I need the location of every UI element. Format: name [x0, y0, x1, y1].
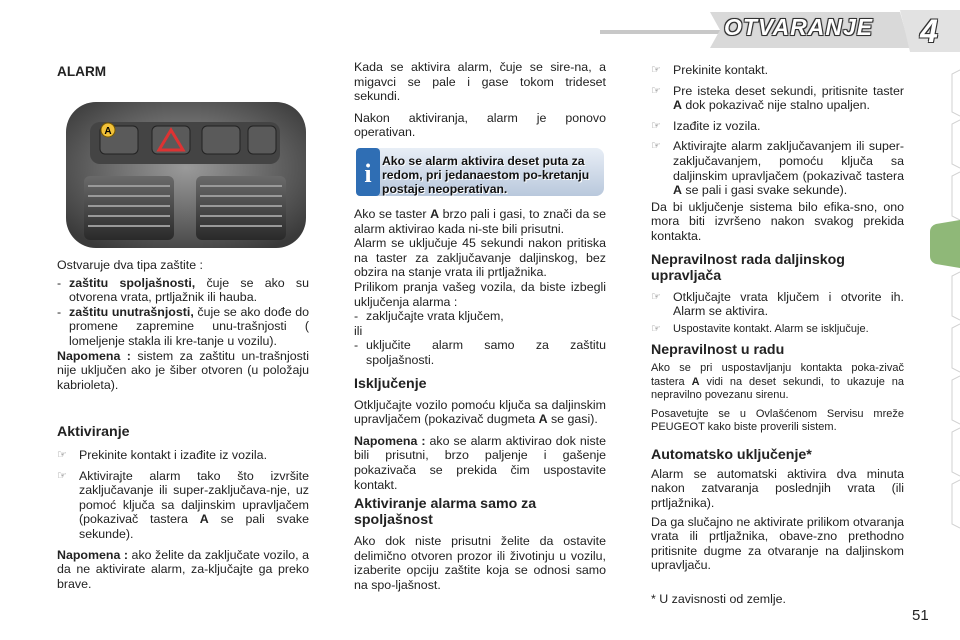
- avoid-activation-text: Da ga slučajno ne aktivirate prilikom otvaranja vrata ili prtljažnika, obave-zno prethodno pritisnite dugme za otvaranje na daljinskom upravljaču.: [651, 514, 904, 573]
- efficiency-text: Da bi uključenje sistema bilo efika-sno, ono mora biti izvršeno nakon svakog prekida kontakta.: [651, 199, 904, 243]
- info-icon: i: [364, 159, 372, 188]
- malfunction-heading: Nepravilnost u radu: [651, 342, 785, 359]
- chapter-number: 4: [920, 13, 938, 49]
- bullet-press-button-a: ☞ Pre isteka deset sekundi, pritisnite taster A dok pokazivač nije stalno upaljen.: [651, 83, 904, 113]
- remote-malfunction-heading: Nepravilnost rada daljinskog upravljača: [651, 251, 845, 284]
- exterior-only-text: Ako dok niste prisutni želite da ostavite delimično otvoren prozor ili životinju u vozilu, izaberite opciju zaštite koja se odnosi samo na spo-ljašnost.: [354, 534, 606, 592]
- pointing-hand-icon: ☞: [651, 119, 661, 132]
- pointing-hand-icon: ☞: [57, 449, 67, 461]
- car-wash-text: Prilikom pranja vašeg vozila, da biste izbegli uključenja alarma :: [354, 279, 606, 309]
- bullet-unlock-with-key: ☞ Otključajte vrata ključem i otvorite ih. Alarm se aktivira.: [651, 289, 904, 319]
- alarm-siren-text: Kada se aktivira alarm, čuje se sire-na, a migavci se pale i gase tokom trideset sekundi.: [354, 60, 606, 104]
- siren-fault-text: Ako se pri uspostavljanju kontakta poka-zivač tastera A vidi na deset sekundi, to ukazuje na nepravilno povezanu sirenu.: [651, 362, 904, 402]
- unlock-text: Otključajte vozilo pomoću ključa sa daljinskim upravljačem (pokazivač dugmeta A se gasi).: [354, 397, 606, 427]
- page-number: 51: [912, 607, 929, 624]
- pointing-hand-icon: ☞: [651, 64, 661, 76]
- pointing-hand-icon: ☞: [57, 469, 67, 482]
- pointing-hand-icon: ☞: [651, 322, 661, 335]
- protection-item-exterior: - zaštitu spoljašnosti, čuje se ako su otvorena vrata, prtljažnik ili hauba.: [57, 275, 310, 305]
- note-lock-without-alarm: Napomena : ako želite da zaključate vozilo, a da ne aktivirate alarm, za-ključajte ga preko brave.: [57, 547, 310, 591]
- pointing-hand-icon: ☞: [651, 290, 661, 303]
- footnote: * U zavisnosti od zemlje.: [651, 592, 786, 606]
- note-ignition-stop-blink: Napomena : ako se alarm aktivirao dok niste bili prisutni, brzo paljenje i gašenje pokazivača se prekida čim uspostavite kontakt.: [354, 433, 606, 492]
- pointing-hand-icon: ☞: [651, 84, 661, 97]
- alarm-intro: Ostvaruje dva tipa zaštite :: [57, 258, 204, 272]
- alarm-45-seconds-text: Alarm se uključuje 45 sekundi nakon pritiska na taster za zaključavanje daljinskog, bez obzira na stanje vrata ili prtljažnika.: [354, 236, 606, 280]
- exterior-only-heading: Aktiviranje alarma samo za spoljašnost: [354, 496, 537, 529]
- consult-dealer-text: Posavetujte se u Ovlašćenom Servisu mreže PEUGEOT kako biste proverili sistem.: [651, 407, 904, 434]
- car-wash-option-key: - zaključajte vrata ključem,: [354, 309, 504, 324]
- chapter-title: OTVARANJE: [724, 14, 874, 40]
- dashboard-alarm-button-photo: [62, 98, 310, 250]
- note-sunroof: Napomena : sistem za zaštitu un-trašnjosti nije uključen ako je šiber otvoren (u položaju kabrioleta).: [57, 348, 309, 392]
- pointing-hand-icon: ☞: [651, 140, 661, 153]
- iskljucenje-heading: Isključenje: [354, 375, 427, 392]
- or-text: ili: [354, 323, 363, 338]
- button-a-label: A: [104, 126, 112, 137]
- car-wash-option-exterior: - uključite alarm samo za zaštitu spoljašnosti.: [354, 338, 606, 367]
- aktiviranje-heading: Aktiviranje: [57, 424, 130, 440]
- bullet-stop-ignition: ☞ Prekinite kontakt.: [651, 63, 769, 77]
- chapter-tabs: [928, 60, 960, 620]
- alarm-heading: ALARM: [57, 64, 107, 79]
- bullet-ignition-alarm-off: ☞ Uspostavite kontakt. Alarm se isključuje.: [651, 322, 869, 335]
- active-chapter-tab: [930, 220, 960, 268]
- automatic-activation-heading: Automatsko uključenje*: [651, 446, 812, 463]
- bullet-exit-vehicle: ☞ Prekinite kontakt i izađite iz vozila.: [57, 448, 268, 462]
- bullet-lock-vehicle: ☞ Aktivirajte alarm zaključavanjem ili super-zaključavanjem, pomoću ključa sa daljinskim upravljačem (pokazivač tastera A se pali i gasi svake sekunde).: [651, 139, 904, 198]
- automatic-activation-text: Alarm se automatski aktivira dva minuta nakon zatvaranja poslednjih vrata (ili prtljažnika).: [651, 466, 904, 510]
- button-a-blinking-text: Ako se taster A brzo pali i gasi, to znači da se alarm aktivirao kada ni-ste bili prisutni.: [354, 207, 606, 236]
- info-note: Ako se alarm aktivira deset puta za redom, pri jedanaestom po-kretanju postaje neoperativan.: [382, 154, 590, 196]
- bullet-activate-alarm: ☞ Aktivirajte alarm tako što izvršite zaključavanje ili super-zaključava-nje, uz pomoć ključa sa daljinskim upravljačem (pokazivač tastera A se pali svake sekunde).: [57, 468, 309, 541]
- alarm-reoperative-text: Nakon aktiviranja, alarm je ponovo operativan.: [354, 110, 606, 140]
- bullet-exit-vehicle: ☞ Izađite iz vozila.: [651, 118, 761, 133]
- protection-item-interior: - zaštitu unutrašnjosti, čuje se ako dođe do promene zapremine unu-trašnjosti ( lomeljenje stakla ili kre-tanje u vozilu).: [57, 304, 309, 348]
